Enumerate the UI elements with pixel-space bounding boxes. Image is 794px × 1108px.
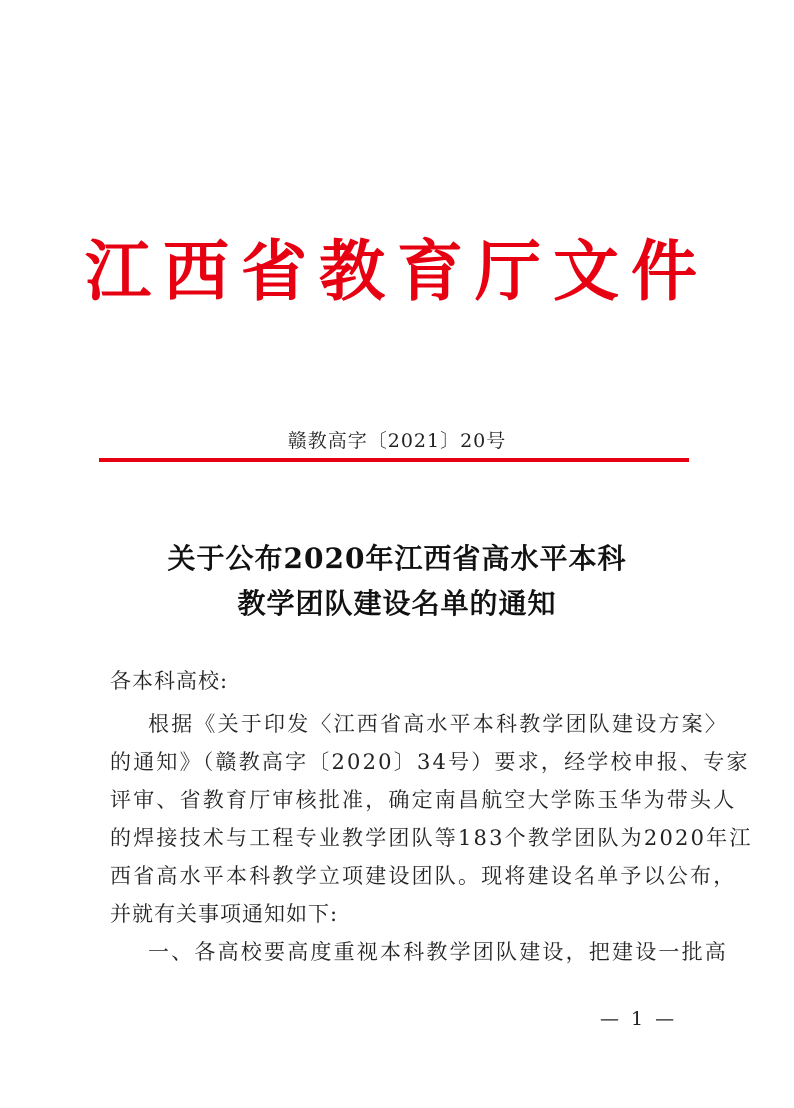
masthead-title: 江西省教育厅文件 (85, 232, 709, 310)
body-line-7: 一、各高校要高度重视本科教学团队建设，把建设一批高 (148, 940, 728, 964)
body-line-2: 的通知》（赣教高字〔2020〕34号）要求，经学校申报、专家 (110, 750, 750, 774)
page-number: — 1 — (600, 1008, 678, 1030)
notice-title-line-1: 关于公布2020年江西省高水平本科 (167, 542, 627, 575)
body-line-1: 根据《关于印发〈江西省高水平本科教学团队建设方案〉 (148, 712, 728, 736)
document-number: 赣教高字〔2021〕20号 (287, 430, 507, 452)
salutation: 各本科高校: (110, 669, 229, 693)
notice-title-line-2: 教学团队建设名单的通知 (237, 587, 557, 620)
body-line-5: 西省高水平本科教学立项建设团队。现将建设名单予以公布， (110, 864, 737, 888)
body-line-6: 并就有关事项通知如下: (110, 902, 339, 926)
body-line-3: 评审、省教育厅审核批准，确定南昌航空大学陈玉华为带头人 (110, 788, 737, 812)
red-divider-rule (99, 458, 689, 462)
body-line-4: 的焊接技术与工程专业教学团队等183个教学团队为2020年江 (110, 826, 753, 850)
